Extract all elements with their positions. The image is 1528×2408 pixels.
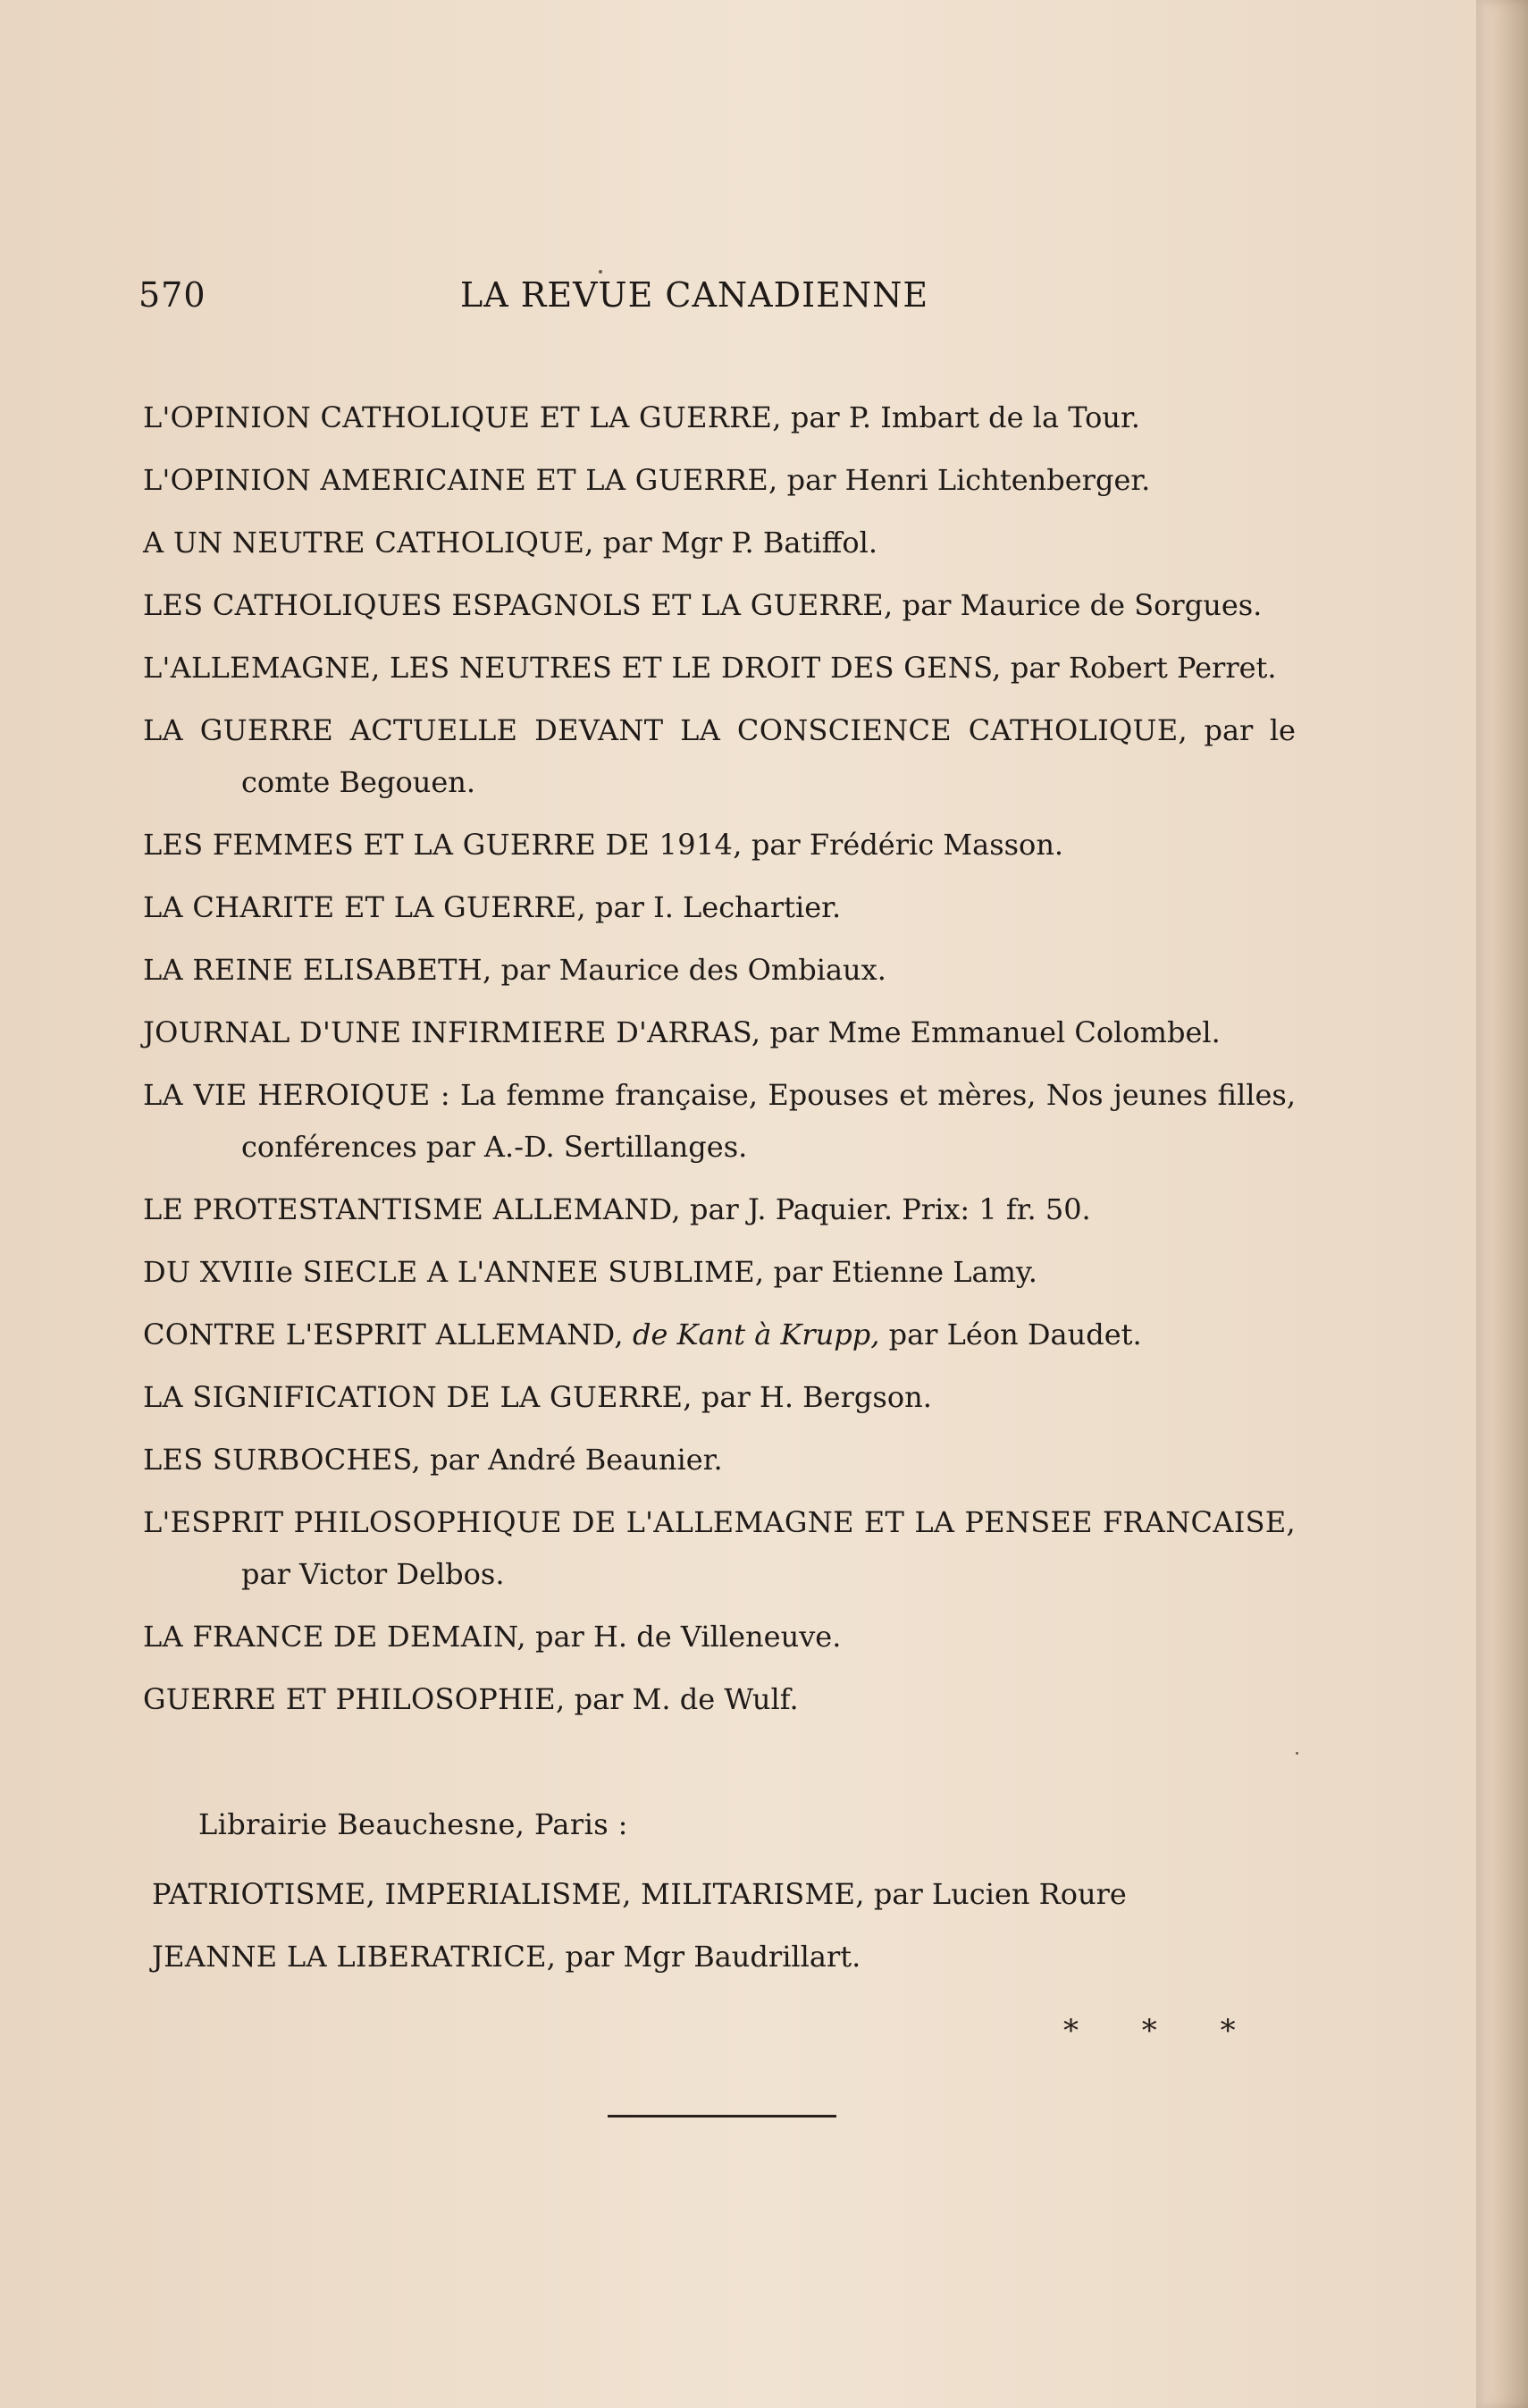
book-entry — [143, 1371, 1296, 1423]
book-title: JOURNAL D'UNE INFIRMIERE D'ARRAS, — [143, 1015, 761, 1049]
book-entry — [143, 1434, 1296, 1486]
book-title: PATRIOTISME, IMPERIALISME, MILITARISME, — [152, 1877, 865, 1911]
page-number: 570 — [139, 275, 206, 315]
book-title: LA VIE HEROIQUE — [143, 1078, 431, 1112]
book-title: L'ALLEMAGNE, LES NEUTRES ET LE DROIT DES GENS, — [143, 651, 1002, 685]
book-entry — [143, 1611, 1296, 1663]
book-entry — [143, 579, 1296, 631]
book-author: par H. Bergson. — [692, 1380, 932, 1414]
book-entry — [143, 517, 1296, 568]
book-title: LA FRANCE DE DEMAIN, — [143, 1620, 526, 1654]
book-author: par Victor Delbos. — [241, 1557, 505, 1591]
book-author: par Lucien Roure — [864, 1877, 1127, 1911]
page-edge-shadow — [1476, 0, 1528, 2408]
book-entry — [143, 1309, 1296, 1360]
book-title: LA SIGNIFICATION DE LA GUERRE, — [143, 1380, 693, 1414]
book-title: LA REINE ELISABETH, — [143, 953, 492, 987]
book-title: LES SURBOCHES, — [143, 1443, 421, 1477]
book-entry — [143, 1183, 1296, 1235]
book-entry — [143, 881, 1296, 933]
book-author: par Léon Daudet. — [879, 1318, 1142, 1351]
book-title: LA CHARITE ET LA GUERRE, — [143, 890, 586, 924]
book-title: LE PROTESTANTISME ALLEMAND, — [143, 1192, 681, 1226]
book-author: par Maurice de Sorgues. — [893, 588, 1263, 622]
book-title: L'OPINION AMERICAINE ET LA GUERRE, — [143, 463, 778, 497]
book-title: LES FEMMES ET LA GUERRE DE 1914, — [143, 828, 743, 862]
book-author: par H. de Villeneuve. — [525, 1620, 842, 1654]
book-author: par J. Paquier. Prix: 1 fr. 50. — [680, 1192, 1091, 1226]
book-title: L'OPINION CATHOLIQUE ET LA GUERRE, — [143, 400, 782, 434]
book-entry — [143, 1069, 1296, 1173]
book-title: GUERRE ET PHILOSOPHIE, — [143, 1682, 566, 1716]
book-entry — [143, 704, 1296, 808]
book-entry — [152, 1931, 1305, 1983]
asterisk-separator: * * * — [1063, 2013, 1263, 2049]
book-subtitle: de Kant à Krupp, — [623, 1318, 880, 1351]
book-title: A UN NEUTRE CATHOLIQUE, — [143, 526, 594, 560]
paper-speck — [1296, 1752, 1298, 1755]
book-author: : La femme française, Epouses et mères, Nos jeunes filles, conférences par A.-D. Sertillanges. — [241, 1078, 1297, 1164]
book-author: par I. Lechartier. — [585, 890, 842, 924]
journal-title: LA REVUE CANADIENNE — [460, 275, 929, 315]
book-author: par Maurice des Ombiaux. — [491, 953, 886, 987]
book-title: LES CATHOLIQUES ESPAGNOLS ET LA GUERRE, — [143, 588, 894, 622]
book-title: DU XVIIIe SIECLE A L'ANNEE SUBLIME, — [143, 1255, 765, 1289]
page-header — [139, 275, 1300, 329]
book-author: par Mme Emmanuel Colombel. — [760, 1015, 1221, 1049]
book-author: par P. Imbart de la Tour. — [781, 400, 1140, 434]
book-entry — [143, 1006, 1296, 1058]
book-author: par Robert Perret. — [1001, 651, 1277, 685]
book-author: par le comte Begouen. — [241, 713, 1296, 799]
book-author: par Henri Lichtenberger. — [777, 463, 1151, 497]
publisher-label: Librairie Beauchesne, Paris : — [198, 1807, 628, 1841]
book-entry — [143, 642, 1296, 694]
book-list-publisher — [152, 1868, 1305, 1993]
horizontal-rule — [608, 2115, 836, 2118]
book-entry — [143, 1673, 1296, 1725]
book-author: par M. de Wulf. — [565, 1682, 799, 1716]
book-title: JEANNE LA LIBERATRICE, — [152, 1940, 557, 1974]
book-entry — [143, 819, 1296, 871]
book-entry — [143, 944, 1296, 996]
book-entry — [143, 1496, 1296, 1600]
book-author: par André Beaunier. — [420, 1443, 723, 1477]
book-author: par Mgr Baudrillart. — [556, 1940, 861, 1974]
book-entry — [143, 392, 1296, 443]
book-entry — [143, 454, 1296, 506]
book-entry — [152, 1868, 1305, 1920]
paper-speck — [599, 270, 602, 274]
book-author: par Mgr P. Batiffol. — [593, 526, 877, 560]
book-author: par Frédéric Masson. — [742, 828, 1064, 862]
book-title: L'ESPRIT PHILOSOPHIQUE DE L'ALLEMAGNE ET LA PENSEE FRANCAISE, — [143, 1505, 1296, 1539]
book-list — [143, 392, 1296, 1736]
book-author: par Etienne Lamy. — [764, 1255, 1037, 1289]
book-entry — [143, 1246, 1296, 1298]
book-title: CONTRE L'ESPRIT ALLEMAND, — [143, 1318, 624, 1351]
book-title: LA GUERRE ACTUELLE DEVANT LA CONSCIENCE CATHOLIQUE, — [143, 713, 1188, 747]
